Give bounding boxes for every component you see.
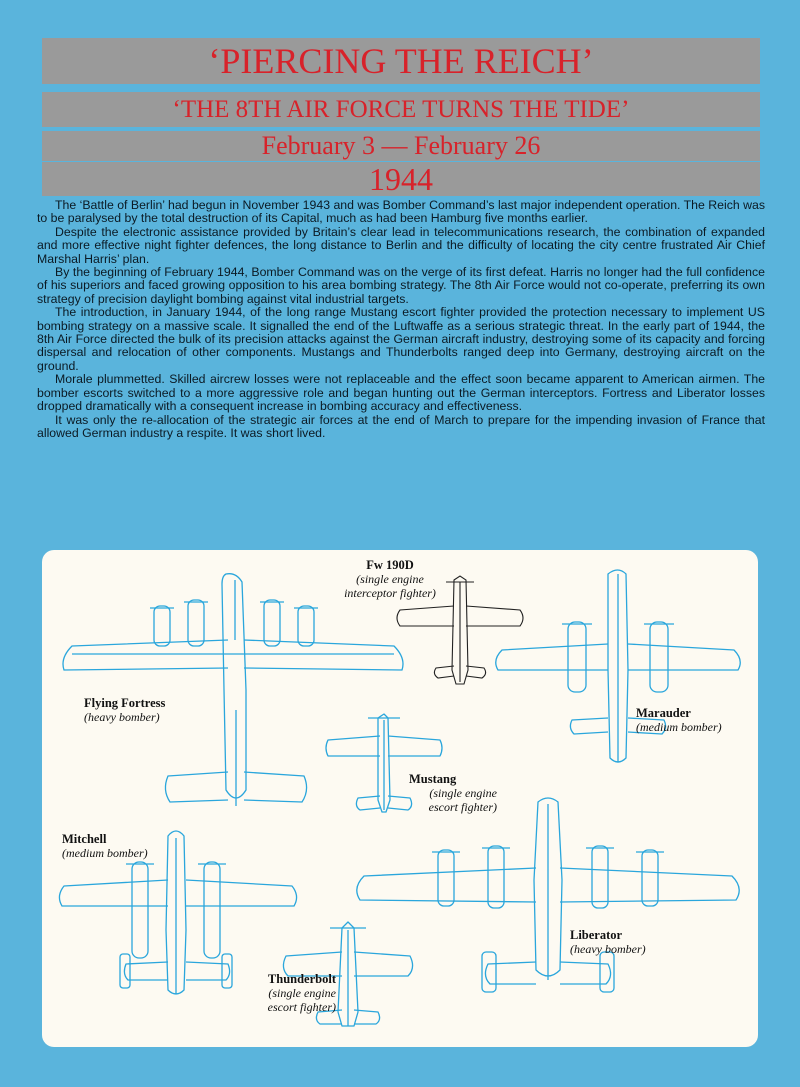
paragraph: The introduction, in January 1944, of the long range Mustang escort fighter provided the protection necessary to implement US bombing strategy on a massive scale. It signalled the end of the Luftwaffe as a serious strategic threat. In the early part of 1944, the 8th Air Force directed the bulk of its precision attacks against the German aircraft industry, destroying some of its capacity and forcing dispersal and relocation of other components. Mustangs and Thunderbolts ranged deep into Germany, destroying aircraft on the ground. [37, 305, 765, 373]
liberator-label [570, 928, 680, 956]
aircraft-role: escort fighter) [428, 800, 497, 814]
aircraft-role: (medium bomber) [636, 720, 722, 734]
paragraph: The ‘Battle of Berlin’ had begun in November 1943 and was Bomber Command’s last major independent operation. The Reich was to be paralysed by the total destruction of its Capital, much as had been Hamburg five months earlier. [37, 198, 765, 226]
article-body [37, 199, 765, 440]
liberator-drawing [357, 798, 739, 992]
thunderbolt-label [232, 972, 336, 1014]
aircraft-role: (single engine [268, 986, 336, 1000]
marauder-label [636, 706, 751, 734]
fw190-label [320, 558, 460, 600]
aircraft-role: escort fighter) [267, 1000, 336, 1014]
aircraft-role: (single engine [429, 786, 497, 800]
aircraft-role: (single engine [356, 572, 424, 586]
aircraft-name: Mitchell [62, 832, 107, 846]
aircraft-role: (medium bomber) [62, 846, 148, 860]
aircraft-name: Fw 190D [366, 558, 414, 572]
paragraph: By the beginning of February 1944, Bomber Command was on the verge of its first defeat. Harris no longer had the full confidence of his superiors and faced growing opposition to his area bombing strategy. The 8th Air Force would not co-operate, preferring its own strategy of precision daylight bombing against vital industrial targets. [37, 265, 765, 306]
aircraft-role: (heavy bomber) [84, 710, 160, 724]
aircraft-silhouettes-panel [42, 550, 758, 1047]
aircraft-role: interceptor fighter) [344, 586, 436, 600]
aircraft-name: Liberator [570, 928, 623, 942]
year-heading: 1944 [42, 162, 760, 196]
page-title: ‘PIERCING THE REICH’ [42, 38, 760, 84]
aircraft-name: Thunderbolt [267, 972, 336, 986]
flying-fortress-label [84, 696, 224, 724]
paragraph: It was only the re-allocation of the strategic air forces at the end of March to prepare for the impending invasion of France that allowed German industry a respite. It was short lived. [37, 412, 765, 440]
aircraft-role: (heavy bomber) [570, 942, 646, 956]
aircraft-name: Marauder [636, 706, 691, 720]
mitchell-label [62, 832, 182, 860]
paragraph: Morale plummetted. Skilled aircrew losses were not replaceable and the effect soon became apparent to American airmen. The bomber escorts switched to a more aggressive role and began hunting out the German interceptors. Fortress and Liberator losses dropped dramatically with a consequent increase in bombing accuracy and effectiveness. [37, 372, 765, 414]
date-range: February 3 — February 26 [42, 131, 760, 161]
paragraph: Despite the electronic assistance provided by Britain’s clear lead in telecommunications research, the combination of expanded and more effective night fighter defences, the long distance to Berlin and the difficulty of locating the city centre frustrated Air Chief Marshal Harris’ plan. [37, 224, 765, 266]
flying-fortress-drawing [63, 574, 403, 806]
aircraft-name: Flying Fortress [84, 696, 166, 710]
page-subtitle: ‘THE 8TH AIR FORCE TURNS THE TIDE’ [42, 92, 760, 127]
aircraft-name: Mustang [409, 772, 457, 786]
mustang-label [372, 772, 497, 814]
